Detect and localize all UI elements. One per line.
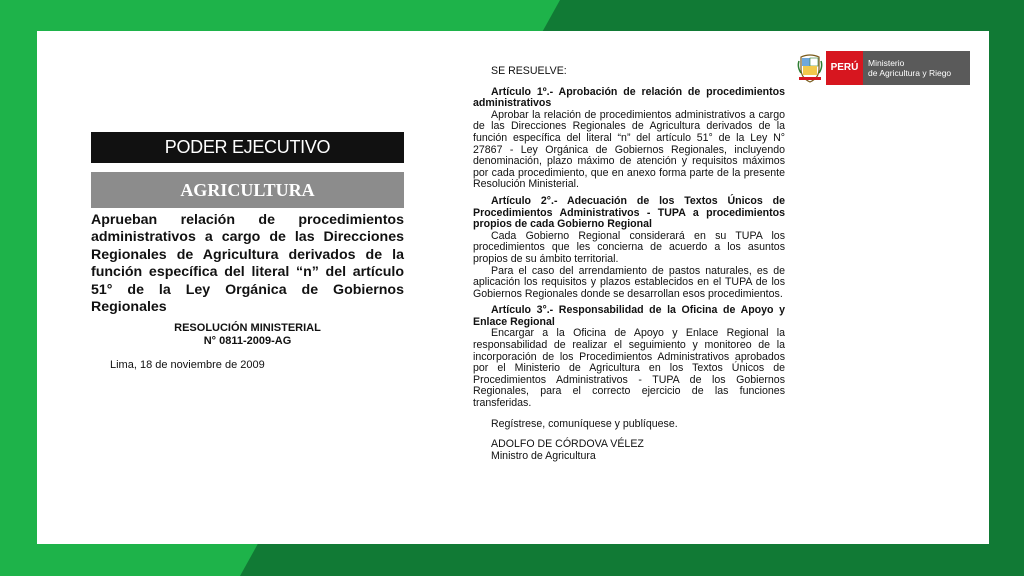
- article-2-title: Artículo 2°.- Adecuación de los Textos Únicos de Procedimientos Administrativos - TUPA a procedimientos propios de cada Gobierno Regional: [473, 194, 785, 231]
- article-3-body: Encargar a la Oficina de Apoyo y Enlace Regional la responsabilidad de realizar el seguimiento y monitoreo de la incorporación de los Procedimientos Administrativos aprobados por el Ministerio de Agricultura en los Textos Únicos de Procedimientos Administrativos - TUPA de los Gobiernos Regionales, para el correcto ejercicio de las funciones transferidas.: [473, 327, 785, 410]
- article-3-title: Artículo 3°.- Responsabilidad de la Oficina de Apoyo y Enlace Regional: [473, 304, 785, 328]
- section-banner: PODER EJECUTIVO: [91, 132, 404, 163]
- resolves-intro: SE RESUELVE:: [491, 65, 567, 77]
- resolution-type: RESOLUCIÓN MINISTERIAL: [174, 322, 321, 334]
- ministry-line-1: Ministerio: [868, 58, 905, 68]
- article-2-body-2: Para el caso del arrendamiento de pastos naturales, es de aplicación los requisitos y plazos establecidos en el TUPA de los Gobiernos Regionales donde se desarrollan esos procedimientos.: [473, 264, 785, 300]
- document-headline: Aprueban relación de procedimientos administrativos a cargo de las Direcciones Regionales de Agricultura derivados de la función específica del literal “n” del artículo 51° de la Ley Orgánica de Gobiernos Regionales: [91, 212, 404, 316]
- ministry-logo: [797, 51, 970, 85]
- ministry-line-2: de Agricultura y Riego: [868, 68, 952, 78]
- resolution-id: N° 0811-2009-AG: [203, 335, 292, 347]
- signer-title: Ministro de Agricultura: [491, 449, 596, 462]
- place-date: Lima, 18 de noviembre de 2009: [110, 359, 265, 371]
- closing-formula: Regístrese, comuníquese y publíquese.: [491, 417, 678, 430]
- resolution-number: [91, 322, 404, 348]
- article-1-body: Aprobar la relación de procedimientos administrativos a cargo de las Direcciones Regionales de Agricultura derivados de la función específica del literal “n” del artículo 51° de la Ley N° 27867 - Ley Orgánica de Gobiernos Regionales, incluyendo denominación, plazo máximo de atención y requisitos máximos por cada procedimiento, que en anexo forma parte de la presente Resolución Ministerial.: [473, 108, 785, 191]
- resolution-body: [473, 66, 785, 462]
- signer-name: ADOLFO DE CÓRDOVA VÉLEZ: [491, 438, 644, 451]
- article-2-body-1: Cada Gobierno Regional considerará en su TUPA los procedimientos que les concierna de acuerdo a los asuntos propios de su ámbito territorial.: [473, 229, 785, 265]
- document-slide: [37, 31, 989, 544]
- coat-of-arms-icon: [797, 53, 823, 83]
- article-1-title: Artículo 1º.- Aprobación de relación de procedimientos administrativos: [473, 85, 785, 110]
- ministry-label: [863, 51, 970, 85]
- subsection-banner: AGRICULTURA: [91, 172, 404, 208]
- country-label: PERÚ: [826, 51, 863, 85]
